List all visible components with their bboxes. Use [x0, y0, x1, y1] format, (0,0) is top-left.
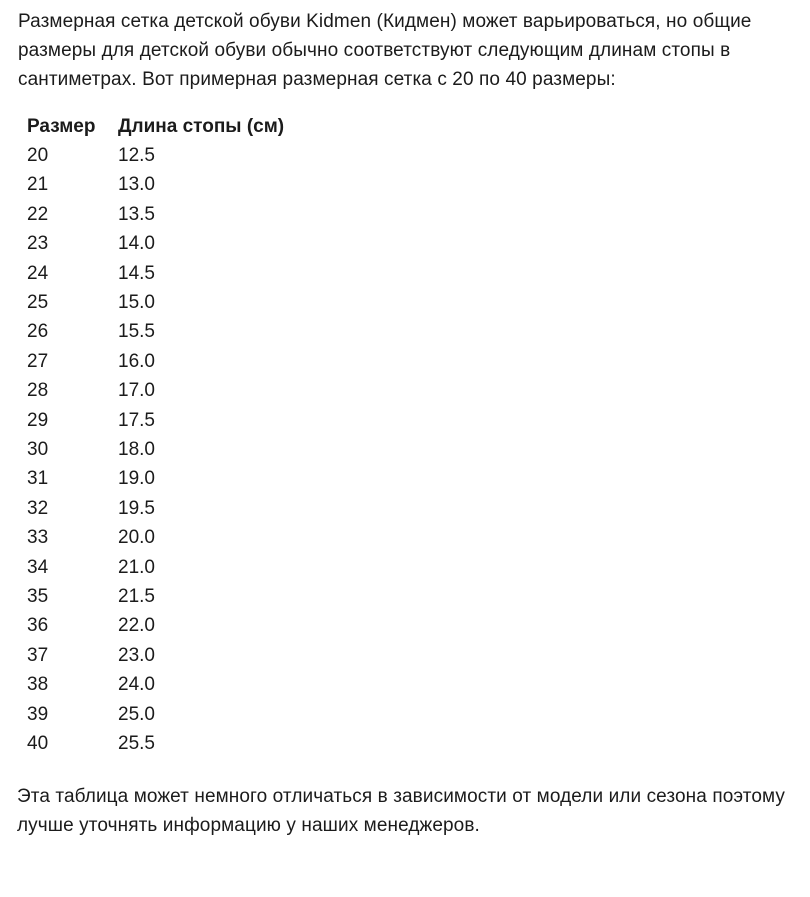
- size-cell: 31: [27, 468, 49, 490]
- table-row: [27, 700, 284, 729]
- size-cell: 30: [27, 438, 49, 460]
- foot-length-cell: 17.0: [118, 380, 155, 402]
- foot-length-cell: 18.0: [118, 438, 155, 460]
- foot-length-cell: 16.0: [118, 350, 155, 372]
- foot-length-cell: 25.5: [118, 732, 155, 754]
- foot-length-cell: 14.0: [118, 233, 155, 255]
- size-cell: 26: [27, 321, 49, 343]
- foot-length-cell: 19.0: [118, 468, 155, 490]
- size-cell: 32: [27, 497, 49, 519]
- size-cell: 34: [27, 556, 49, 578]
- table-row: [27, 141, 284, 170]
- size-cell: 24: [27, 262, 49, 284]
- size-cell: 37: [27, 644, 49, 666]
- foot-length-cell: 15.5: [118, 321, 155, 343]
- size-cell: 20: [27, 145, 49, 167]
- column-header-size: Размер: [27, 115, 96, 137]
- size-cell: 33: [27, 527, 49, 549]
- table-row: [27, 377, 284, 406]
- foot-length-cell: 13.0: [118, 174, 155, 196]
- table-row: [27, 435, 284, 464]
- table-row: [27, 729, 284, 758]
- foot-length-cell: 12.5: [118, 145, 155, 167]
- size-cell: 29: [27, 409, 49, 431]
- table-row: [27, 582, 284, 611]
- foot-length-cell: 20.0: [118, 527, 155, 549]
- table-row: [27, 259, 284, 288]
- size-table: [27, 112, 284, 759]
- foot-length-cell: 21.5: [118, 585, 155, 607]
- table-header-row: [27, 112, 284, 141]
- table-row: [27, 288, 284, 317]
- table-row: [27, 494, 284, 523]
- foot-length-cell: 13.5: [118, 203, 155, 225]
- size-cell: 22: [27, 203, 49, 225]
- table-row: [27, 523, 284, 552]
- footer-paragraph: Эта таблица может немного отличаться в зависимости от модели или сезона поэтому лучше уточнять информацию у наших менеджеров.: [17, 785, 785, 836]
- table-row: [27, 347, 284, 376]
- size-cell: 40: [27, 732, 49, 754]
- table-row: [27, 641, 284, 670]
- size-table-head: [27, 112, 284, 141]
- table-row: [27, 171, 284, 200]
- size-cell: 21: [27, 174, 49, 196]
- foot-length-cell: 23.0: [118, 644, 155, 666]
- foot-length-cell: 14.5: [118, 262, 155, 284]
- foot-length-cell: 19.5: [118, 497, 155, 519]
- foot-length-cell: 22.0: [118, 615, 155, 637]
- foot-length-cell: 25.0: [118, 703, 155, 725]
- size-cell: 23: [27, 233, 49, 255]
- foot-length-cell: 17.5: [118, 409, 155, 431]
- foot-length-cell: 21.0: [118, 556, 155, 578]
- foot-length-cell: 15.0: [118, 292, 155, 314]
- size-cell: 27: [27, 350, 49, 372]
- table-row: [27, 200, 284, 229]
- size-table-body: [27, 141, 284, 758]
- column-header-foot-length: Длина стопы (см): [118, 115, 285, 137]
- foot-length-cell: 24.0: [118, 674, 155, 696]
- size-cell: 38: [27, 674, 49, 696]
- table-row: [27, 553, 284, 582]
- table-row: [27, 406, 284, 435]
- size-cell: 39: [27, 703, 49, 725]
- intro-paragraph: Размерная сетка детской обуви Kidmen (Кидмен) может варьироваться, но общие размеры для детской обуви обычно соответствуют следующим длинам стопы в сантиметрах. Вот примерная размерная сетка с 20 по 40 размеры:: [18, 11, 752, 90]
- table-row: [27, 612, 284, 641]
- table-row: [27, 318, 284, 347]
- size-cell: 36: [27, 615, 49, 637]
- size-cell: 25: [27, 292, 49, 314]
- size-cell: 28: [27, 380, 49, 402]
- table-row: [27, 230, 284, 259]
- table-row: [27, 670, 284, 699]
- document-body: [0, 7, 810, 840]
- size-cell: 35: [27, 585, 49, 607]
- table-row: [27, 465, 284, 494]
